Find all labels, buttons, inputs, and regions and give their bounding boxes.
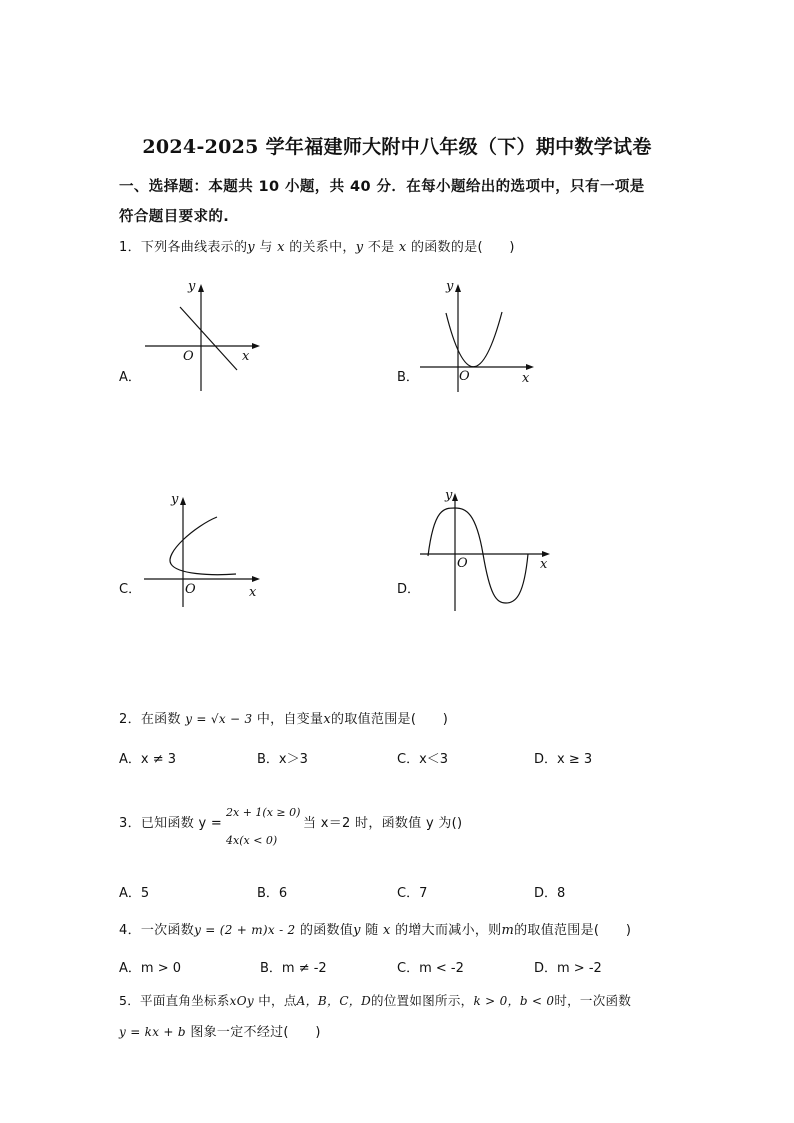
x-label: x: [249, 585, 257, 600]
q1-text: 不是: [367, 240, 395, 255]
q5-text: 时，一次函数: [554, 993, 632, 1008]
q4-text: 的增大而减小，则: [395, 923, 502, 938]
q4-text: 随: [365, 923, 379, 938]
question-5-line1: [119, 991, 631, 1009]
q3-option-c: C．7: [397, 886, 428, 901]
q2-option-b: B．x＞3: [257, 752, 308, 767]
y-label: y: [446, 279, 454, 294]
y-label: y: [188, 279, 196, 294]
q5-text: 5．平面直角坐标系: [119, 993, 230, 1008]
question-4: [119, 919, 631, 938]
q2-option-d: D．x ≥ 3: [534, 752, 593, 767]
q3-prefix: 3．已知函数 y =: [119, 816, 223, 831]
q1-graph-c: [140, 490, 265, 608]
q4-option-d: D．m > -2: [534, 961, 602, 976]
x-axis-arrow: [526, 364, 534, 370]
origin-label: O: [459, 369, 470, 384]
page-title: 2024-2025 学年福建师大附中八年级（下）期中数学试卷: [142, 136, 652, 158]
q2-text: 2．在函数: [119, 712, 181, 727]
origin-label: O: [185, 582, 196, 597]
q1-graph-a: [140, 278, 265, 396]
q1-var: y: [247, 240, 255, 255]
y-axis-arrow: [180, 497, 186, 505]
q5-points: A，B，C，D: [296, 994, 372, 1008]
q2-option-a: A．x ≠ 3: [119, 752, 177, 767]
y-axis-arrow: [452, 493, 458, 501]
q5-text: 中，点: [258, 993, 297, 1008]
parabola-curve: [446, 312, 502, 367]
q2-formula: y = √x − 3: [185, 712, 253, 726]
q4-option-c: C．m < -2: [397, 961, 464, 976]
q4-var: y: [353, 923, 361, 938]
q1-text: 的关系中，: [289, 240, 356, 255]
q1-option-c-label: C．: [119, 582, 142, 597]
q3-suffix: 当 x＝2 时，函数值 y 为(): [303, 816, 463, 831]
q3-piece-2: 4x(x < 0): [226, 834, 278, 847]
question-1: [119, 236, 515, 255]
q1-var: y: [355, 240, 364, 255]
sideways-curve: [170, 517, 236, 575]
q4-option-b: B．m ≠ -2: [260, 961, 327, 976]
q5-text: 的位置如图所示，: [371, 993, 474, 1008]
q4-option-a: A．m > 0: [119, 961, 181, 976]
q3-option-d: D．8: [534, 886, 566, 901]
q3-option-b: B．6: [257, 886, 288, 901]
section-heading-line2: 符合题目要求的.: [119, 209, 230, 225]
x-label: x: [540, 557, 548, 572]
x-label: x: [522, 371, 530, 386]
y-label: y: [445, 488, 453, 503]
q4-var: m: [501, 923, 515, 938]
y-axis-arrow: [455, 284, 461, 292]
section-heading-line1: 一、选择题：本题共 10 小题，共 40 分．在每小题给出的选项中，只有一项是: [119, 179, 645, 195]
q5-coord: xOy: [229, 994, 254, 1008]
q2-option-c: C．x＜3: [397, 752, 449, 767]
q1-text: 与: [259, 240, 273, 255]
q4-formula: y = (2 + m)x - 2: [194, 923, 296, 937]
x-axis-arrow: [252, 343, 260, 349]
q2-text: 中，自变量: [256, 712, 324, 727]
question-2: [119, 708, 448, 727]
q1-var: x: [277, 240, 285, 255]
q4-text: 的取值范围是( ): [514, 923, 632, 938]
q1-var: x: [398, 240, 407, 255]
q4-text: 的函数值: [299, 923, 354, 938]
y-axis-arrow: [198, 284, 204, 292]
q5-formula: y = kx + b: [119, 1025, 186, 1039]
q1-option-d-label: D．: [397, 582, 421, 597]
q4-var: x: [382, 923, 391, 938]
q3-option-a: A．5: [119, 886, 150, 901]
q2-var: x: [323, 712, 332, 727]
q1-graph-b: [416, 278, 541, 396]
q4-text: 4．一次函数: [119, 923, 195, 938]
q5-text: 图象一定不经过( ): [190, 1025, 321, 1040]
origin-label: O: [183, 349, 194, 364]
q1-option-a-label: A．: [119, 370, 141, 385]
y-label: y: [171, 492, 179, 507]
question-5-line2: [119, 1021, 321, 1040]
q1-text: 的函数的是( ): [410, 240, 515, 255]
origin-label: O: [457, 556, 468, 571]
q1-text: 1．下列各曲线表示的: [119, 240, 248, 255]
x-label: x: [242, 349, 250, 364]
q1-graph-d: [416, 488, 556, 612]
wave-curve: [428, 508, 528, 603]
q2-text: 的取值范围是( ): [331, 712, 449, 727]
x-axis-arrow: [252, 576, 260, 582]
q3-piece-1: 2x + 1(x ≥ 0): [226, 806, 301, 819]
q5-condition: k > 0，b < 0: [473, 994, 555, 1008]
q1-option-b-label: B．: [397, 370, 419, 385]
